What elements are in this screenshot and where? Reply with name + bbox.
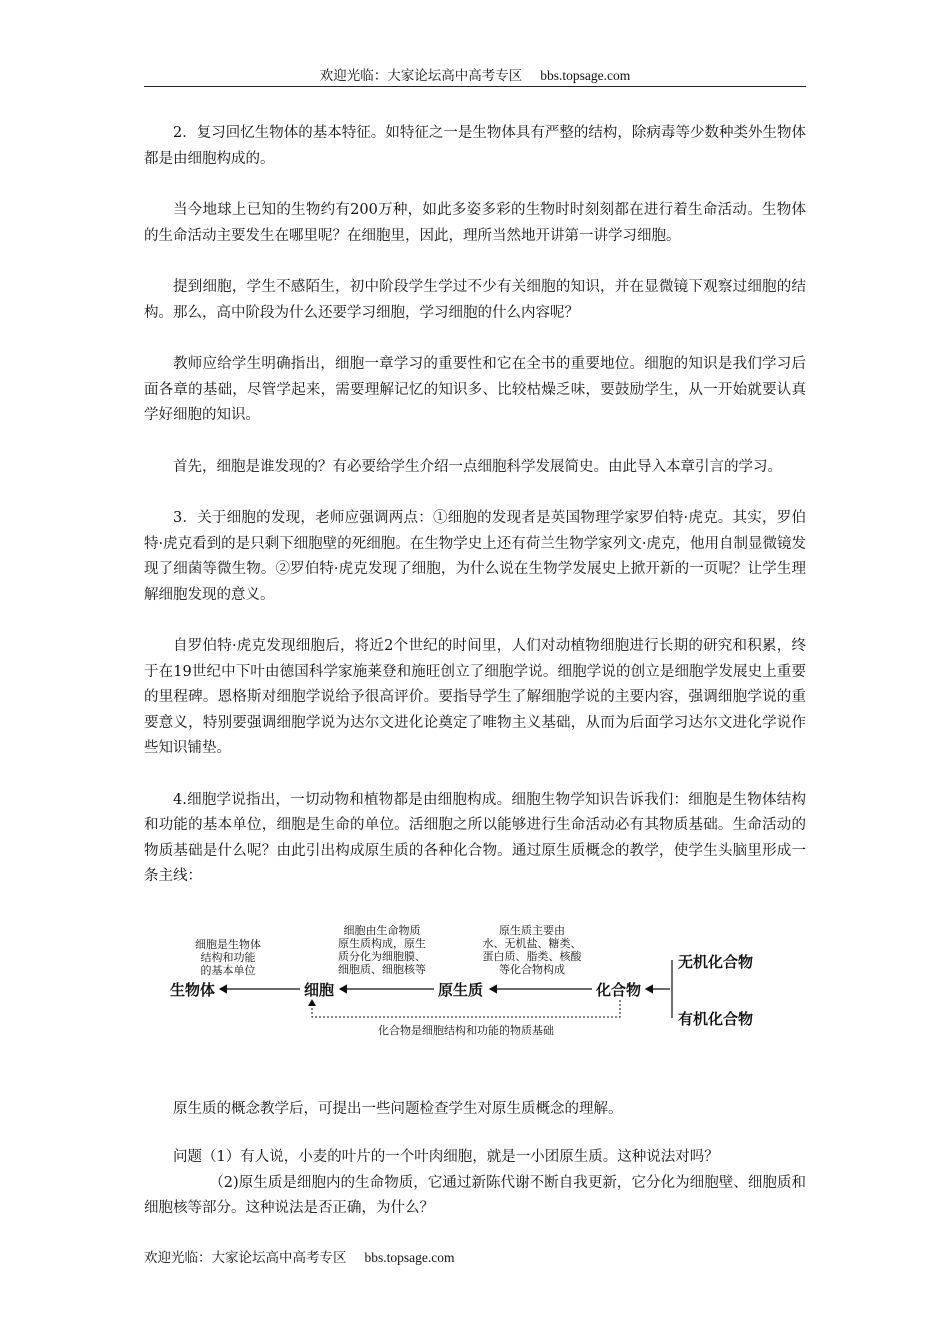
label-cell-to-organism-3: 的基本单位: [200, 964, 256, 977]
label-compound-to-protoplasm-2: 水、无机盐、糖类、: [482, 937, 582, 950]
label-protoplasm-to-cell-3: 质分化为细胞膜、: [338, 950, 426, 963]
header-divider: [144, 86, 806, 87]
page-header: [144, 64, 806, 84]
header-site-link[interactable]: bbs.topsage.com: [540, 68, 631, 83]
footer-site-link[interactable]: bbs.topsage.com: [364, 1250, 455, 1265]
node-organism: 生物体: [170, 981, 216, 999]
paragraph-1: 2．复习回忆生物体的基本特征。如特征之一是生物体具有严整的结构，除病毒等少数种类外生物体都是由细胞构成的。: [144, 125, 806, 167]
node-compound: 化合物: [596, 981, 642, 999]
label-protoplasm-to-cell-4: 细胞质、细胞核等: [338, 963, 426, 976]
main-content: [144, 121, 806, 916]
protoplasm-concept-diagram: [160, 920, 760, 1040]
label-compound-to-protoplasm-1: 原生质主要由: [499, 924, 565, 937]
node-organic: 有机化合物: [678, 1010, 754, 1028]
label-compound-to-protoplasm-3: 蛋白质、脂类、核酸: [482, 950, 582, 963]
paragraph-7: 自罗伯特·虎克发现细胞后，将近2个世纪的时间里，人们对动植物细胞进行长期的研究和积累，终于在19世纪中下叶由德国科学家施莱登和施旺创立了细胞学说。细胞学说的创立是细胞学发展史上重要的里程碑。恩格斯对细胞学说给予很高评价。要指导学生了解细胞学说的主要内容，强调细胞学说的重要意义，特别要强调细胞学说为达尔文进化论奠定了唯物主义基础，从而为后面学习达尔文进化学说作些知识铺垫。: [144, 638, 806, 756]
question-2: （2)原生质是细胞内的生命物质，它通过新陈代谢不断自我更新，它分化为细胞壁、细胞质和细胞核等部分。这种说法是否正确，为什么？: [144, 1174, 806, 1216]
label-compound-to-protoplasm-4: 等化合物构成: [499, 963, 565, 976]
label-cell-to-organism-1: 细胞是生物体: [195, 938, 261, 951]
paragraph-4: 教师应给学生明确指出，细胞一章学习的重要性和它在全书的重要地位。细胞的知识是我们学习后面各章的基础，尽管学起来，需要理解记忆的知识多、比较枯燥乏味，要鼓励学生，从一开始就要认真学好细胞的知识。: [144, 356, 806, 423]
footer-welcome-text: 欢迎光临：大家论坛高中高考专区: [144, 1250, 347, 1266]
node-protoplasm: 原生质: [438, 981, 484, 999]
paragraph-3: 提到细胞，学生不感陌生，初中阶段学生学过不少有关细胞的知识，并在显微镜下观察过细胞的结构。那么，高中阶段为什么还要学习细胞，学习细胞的什么内容呢？: [144, 279, 806, 321]
question-intro: 原生质的概念教学后，可提出一些问题检查学生对原生质概念的理解。: [173, 1101, 623, 1117]
question-1: 问题（1）有人说，小麦的叶片的一个叶肉细胞，就是一小团原生质。这种说法对吗？: [173, 1149, 719, 1165]
header-welcome-text: 欢迎光临：大家论坛高中高考专区: [319, 68, 523, 84]
dotted-relation-line: [312, 1000, 620, 1017]
paragraph-5: 首先，细胞是谁发现的？有必要给学生介绍一点细胞科学发展简史。由此导入本章引言的学习。: [173, 458, 782, 475]
paragraph-2: 当今地球上已知的生物约有200万种，如此多姿多彩的生物时时刻刻都在进行着生命活动。生物体的生命活动主要发生在哪里呢？在细胞里，因此，理所当然地开讲第一讲学习细胞。: [144, 202, 806, 244]
page-footer: [144, 1246, 455, 1266]
paragraph-8: 4.细胞学说指出，一切动物和植物都是由细胞构成。细胞生物学知识告诉我们：细胞是生物体结构和功能的基本单位，细胞是生命的单位。活细胞之所以能够进行生命活动必有其物质基础。生命活动的物质基础是什么呢？由此引出构成原生质的各种化合物。通过原生质概念的教学，使学生头脑里形成一条主线：: [144, 791, 806, 884]
paragraph-6: 3．关于细胞的发现，老师应强调两点：①细胞的发现者是英国物理学家罗伯特·虎克。其实，罗伯特·虎克看到的是只剩下细胞壁的死细胞。在生物学史上还有荷兰生物学家列文·虎克，他用自制显微镜发现了细菌等微生物。②罗伯特·虎克发现了细胞，为什么说在生物学发展史上掀开新的一页呢？让学生理解细胞发现的意义。: [144, 510, 806, 603]
label-bottom-relation: 化合物是细胞结构和功能的物质基础: [378, 1024, 554, 1037]
label-cell-to-organism-2: 结构和功能: [200, 951, 256, 964]
label-protoplasm-to-cell-2: 原生质构成，原生: [338, 937, 426, 950]
dotted-relation-arrowhead: [308, 999, 316, 1006]
question-list: [144, 1145, 806, 1222]
label-protoplasm-to-cell-1: 细胞由生命物质: [343, 924, 421, 937]
node-inorganic: 无机化合物: [678, 953, 754, 971]
node-cell: 细胞: [304, 981, 335, 999]
